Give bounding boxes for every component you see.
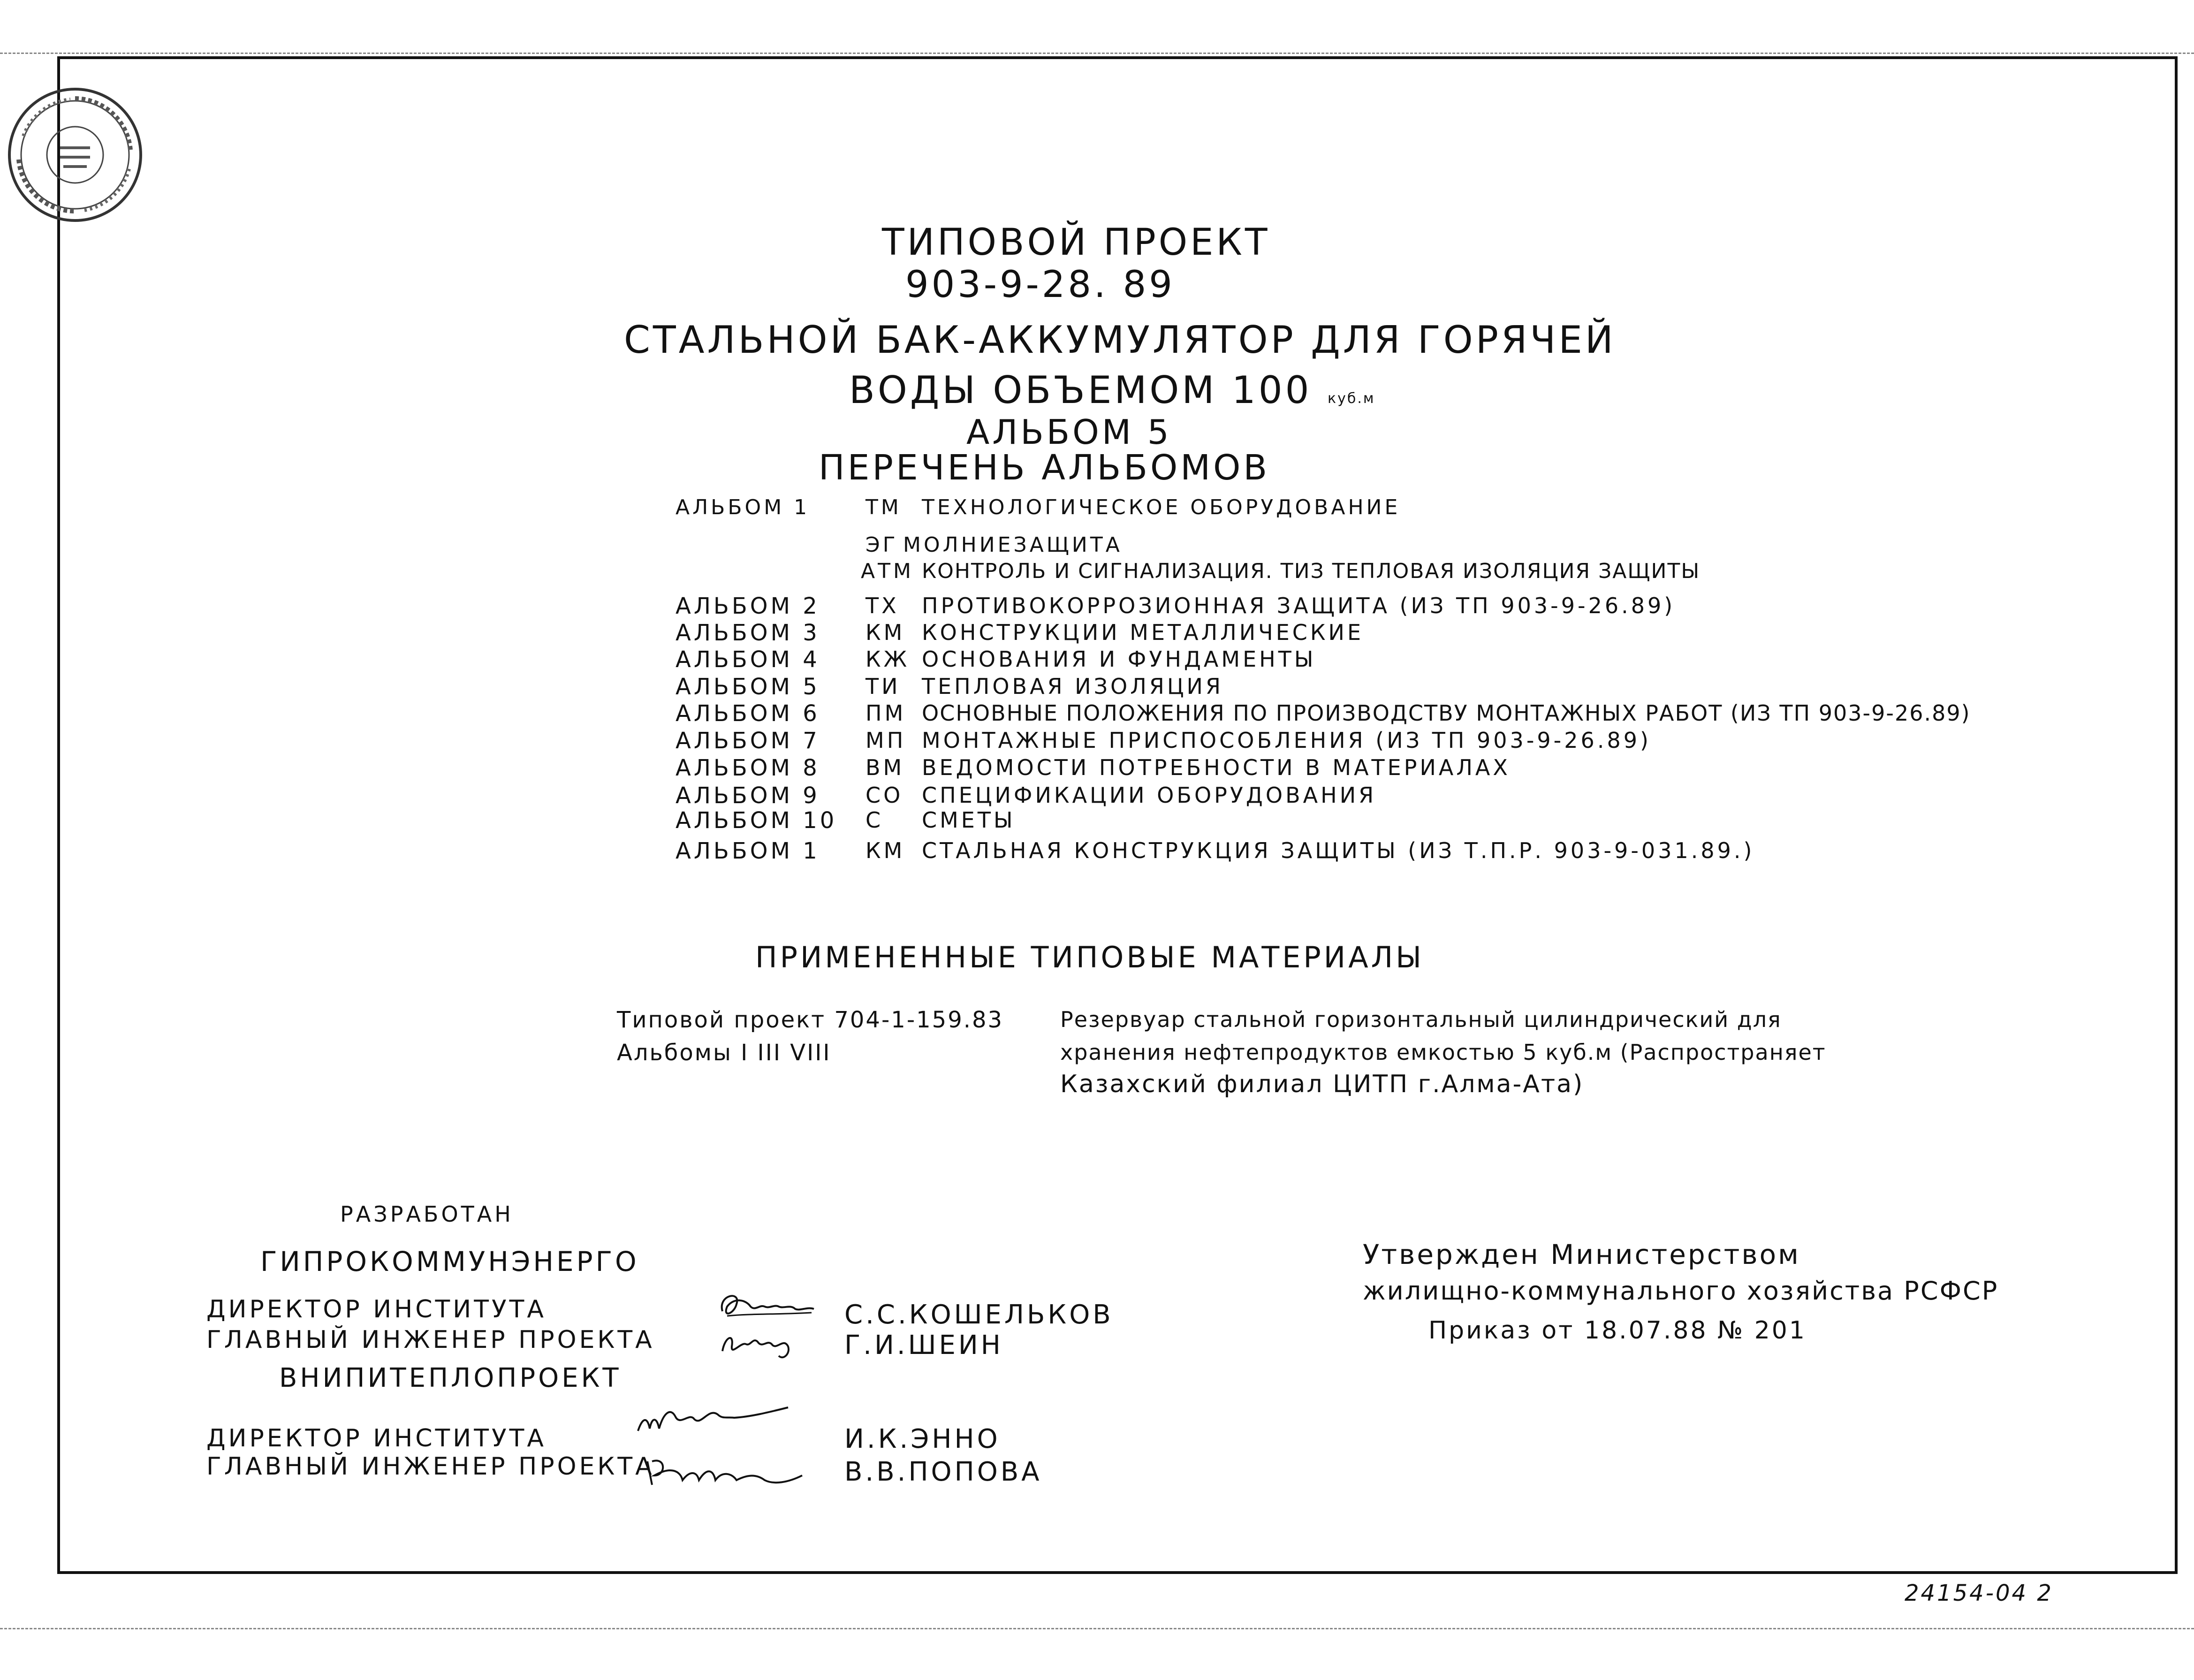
materials-project-ref: Типовой проект 704-1-159.83 bbox=[617, 1007, 1004, 1033]
album-title: КОНТРОЛЬ И СИГНАЛИЗАЦИЯ. ТИЗ ТЕПЛОВАЯ ИЗОЛЯЦИЯ ЗАЩИТЫ bbox=[922, 559, 1701, 583]
chief-engineer-title-1: ГЛАВНЫЙ ИНЖЕНЕР ПРОЕКТА bbox=[206, 1326, 655, 1354]
album-list-heading: ПЕРЕЧЕНЬ АЛЬБОМОВ bbox=[819, 448, 1270, 488]
institute-stamp bbox=[5, 84, 145, 225]
album-title: СПЕЦИФИКАЦИИ ОБОРУДОВАНИЯ bbox=[922, 783, 1377, 808]
chief-engineer-name-2: В.В.ПОПОВА bbox=[844, 1457, 1042, 1487]
signature-popova bbox=[638, 1447, 816, 1499]
chief-engineer-title-2: ГЛАВНЫЙ ИНЖЕНЕР ПРОЕКТА bbox=[206, 1452, 655, 1481]
album-label: АЛЬБОМ 2 bbox=[676, 593, 820, 619]
album-label: АЛЬБОМ 6 bbox=[676, 700, 820, 727]
organization-1: ГИПРОКОММУНЭНЕРГО bbox=[260, 1246, 639, 1277]
signature-shein bbox=[713, 1323, 807, 1365]
album-label: АЛЬБОМ 7 bbox=[676, 728, 820, 754]
signature-koshelkov bbox=[713, 1285, 821, 1328]
director-name-1: С.С.КОШЕЛЬКОВ bbox=[844, 1300, 1114, 1330]
approved-line1: Утвержден Министерством bbox=[1363, 1239, 1800, 1270]
album-code: ТХ bbox=[865, 593, 899, 618]
album-label: АЛЬБОМ 5 bbox=[676, 674, 820, 700]
materials-description-line1: Резервуар стальной горизонтальный цилиндрический для bbox=[1060, 1007, 1782, 1032]
materials-albums-ref: Альбомы I III VIII bbox=[617, 1040, 831, 1066]
album-code: СО bbox=[865, 783, 903, 808]
album-code: ТИ bbox=[865, 674, 901, 699]
album-label: АЛЬБОМ 3 bbox=[676, 620, 820, 646]
album-code: ЭГ bbox=[865, 533, 898, 557]
album-label: АЛЬБОМ 4 bbox=[676, 646, 820, 673]
album-title: МОЛНИЕЗАЩИТА bbox=[903, 533, 1123, 557]
sheet-top-edge bbox=[0, 53, 2194, 54]
album-number-title: АЛЬБОМ 5 bbox=[966, 412, 1172, 452]
album-code: ПМ bbox=[865, 700, 906, 726]
project-name-line2: ВОДЫ ОБЪЕМОМ 100 bbox=[849, 368, 1312, 412]
album-title: СМЕТЫ bbox=[922, 807, 1016, 833]
album-title: ТЕХНОЛОГИЧЕСКОЕ ОБОРУДОВАНИЕ bbox=[922, 495, 1401, 519]
chief-engineer-name-1: Г.И.ШЕИН bbox=[844, 1330, 1003, 1361]
project-number: 903-9-28. 89 bbox=[905, 264, 1175, 306]
project-type-title: ТИПОВОЙ ПРОЕКТ bbox=[882, 221, 1270, 264]
sheet-bottom-edge bbox=[0, 1628, 2194, 1629]
developed-label: РАЗРАБОТАН bbox=[340, 1201, 514, 1227]
materials-heading: ПРИМЕНЕННЫЕ ТИПОВЫЕ МАТЕРИАЛЫ bbox=[755, 940, 1424, 974]
album-code: КМ bbox=[865, 838, 905, 863]
album-title: СТАЛЬНАЯ КОНСТРУКЦИЯ ЗАЩИТЫ (ИЗ Т.П.Р. 903-9-031.89.) bbox=[922, 838, 1755, 863]
approved-order: Приказ от 18.07.88 № 201 bbox=[1428, 1316, 1807, 1345]
album-code: ВМ bbox=[865, 755, 905, 780]
materials-description-line3: Казахский филиал ЦИТП г.Алма-Ата) bbox=[1060, 1070, 1584, 1098]
director-title-2: ДИРЕКТОР ИНСТИТУТА bbox=[206, 1424, 547, 1452]
sheet-code: 24154-04 2 bbox=[1905, 1580, 2053, 1606]
album-title: ОСНОВНЫЕ ПОЛОЖЕНИЯ ПО ПРОИЗВОДСТВУ МОНТАЖНЫХ РАБОТ (ИЗ ТП 903-9-26.89) bbox=[922, 700, 1971, 726]
materials-description-line2: хранения нефтепродуктов емкостью 5 куб.м (Распространяет bbox=[1060, 1040, 1826, 1065]
album-code: С bbox=[865, 807, 884, 833]
album-code: МП bbox=[865, 728, 906, 753]
album-code: КМ bbox=[865, 620, 905, 645]
album-code: КЖ bbox=[865, 646, 910, 672]
album-label: АЛЬБОМ 1 bbox=[676, 838, 820, 864]
director-title-1: ДИРЕКТОР ИНСТИТУТА bbox=[206, 1295, 547, 1323]
album-title: КОНСТРУКЦИИ МЕТАЛЛИЧЕСКИЕ bbox=[922, 620, 1364, 645]
album-title: ВЕДОМОСТИ ПОТРЕБНОСТИ В МАТЕРИАЛАХ bbox=[922, 755, 1511, 780]
album-label: АЛЬБОМ 1 bbox=[676, 495, 810, 519]
approved-line2: жилищно-коммунального хозяйства РСФСР bbox=[1363, 1276, 1999, 1306]
album-title: МОНТАЖНЫЕ ПРИСПОСОБЛЕНИЯ (ИЗ ТП 903-9-26.89) bbox=[922, 728, 1651, 753]
album-title: ПРОТИВОКОРРОЗИОННАЯ ЗАЩИТА (ИЗ ТП 903-9-26.89) bbox=[922, 593, 1676, 618]
signature-enno bbox=[629, 1398, 797, 1445]
album-label: АЛЬБОМ 8 bbox=[676, 755, 820, 781]
album-title: ОСНОВАНИЯ И ФУНДАМЕНТЫ bbox=[922, 646, 1316, 672]
organization-2: ВНИПИТЕПЛОПРОЕКТ bbox=[279, 1363, 622, 1393]
volume-unit: куб.м bbox=[1328, 390, 1375, 407]
album-title: ТЕПЛОВАЯ ИЗОЛЯЦИЯ bbox=[922, 674, 1223, 699]
project-name-line1: СТАЛЬНОЙ БАК-АККУМУЛЯТОР ДЛЯ ГОРЯЧЕЙ bbox=[624, 318, 1616, 362]
album-label: АЛЬБОМ 9 bbox=[676, 783, 820, 809]
album-code: АТМ bbox=[861, 559, 914, 583]
director-name-2: И.К.ЭННО bbox=[844, 1424, 1001, 1454]
album-code: ТМ bbox=[865, 495, 902, 519]
album-label: АЛЬБОМ 10 bbox=[676, 807, 837, 834]
